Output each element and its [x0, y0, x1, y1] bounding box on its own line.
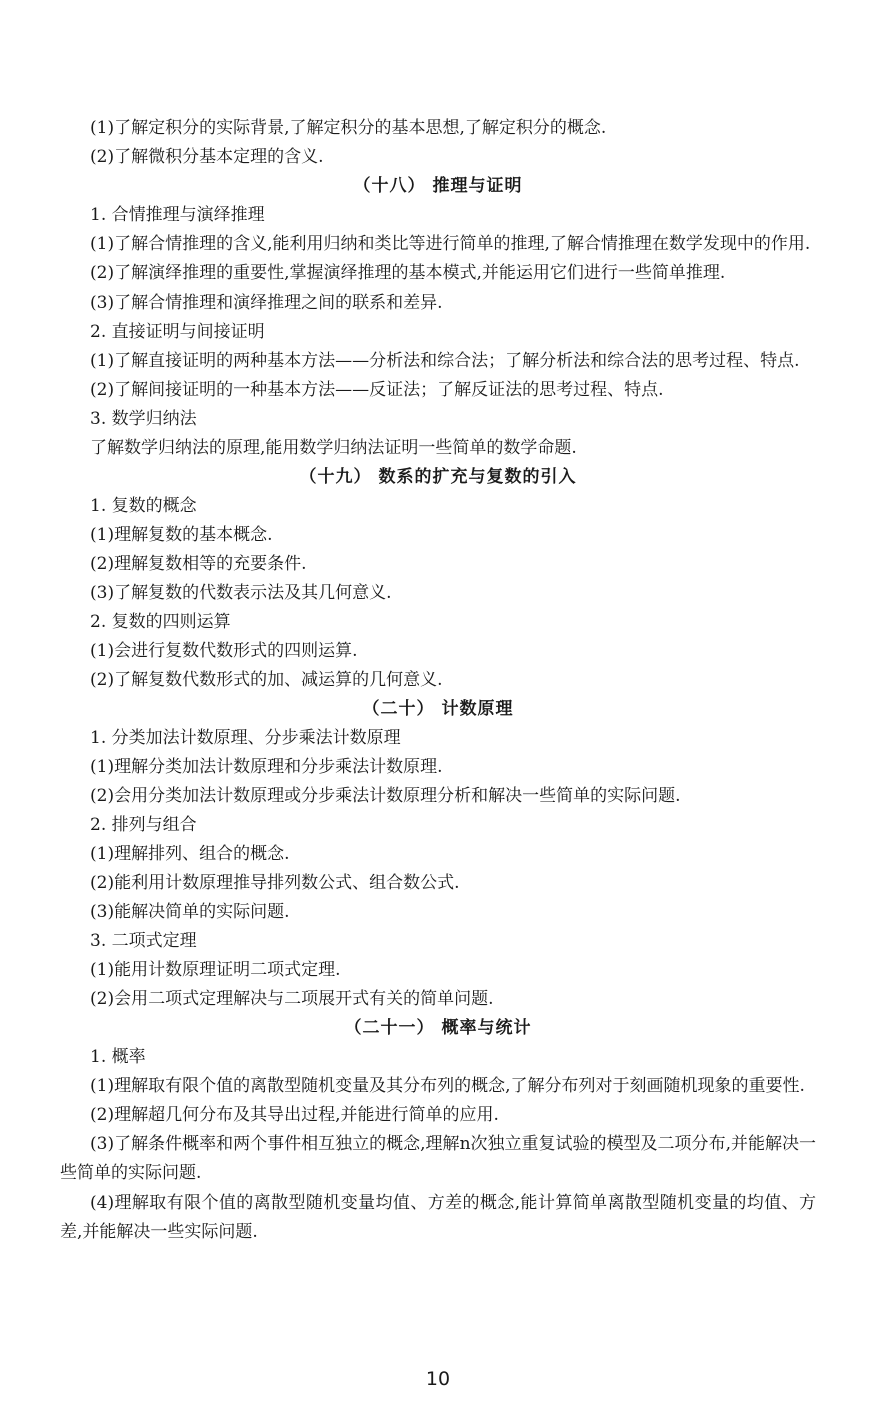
page-number: 10: [425, 1368, 451, 1390]
text-line: 2. 排列与组合: [90, 814, 197, 835]
paragraph: (1)了解直接证明的两种基本方法——分析法和综合法；了解分析法和综合法的思考过程、特点.: [90, 350, 800, 371]
text-line: (1)理解排列、组合的概念.: [90, 843, 290, 864]
text-line: (1)会进行复数代数形式的四则运算.: [90, 640, 358, 661]
text-line: (2)了解微积分基本定理的含义.: [90, 147, 324, 167]
text-line: 1. 复数的概念: [90, 495, 197, 516]
paragraph: (3)了解条件概率和两个事件相互独立的概念,理解n次独立重复试验的模型及二项分布,并能解决一些简单的实际问题.: [60, 1134, 816, 1184]
text-line: 2. 复数的四则运算: [90, 611, 231, 632]
section-heading: （十九） 数系的扩充与复数的引入: [299, 466, 577, 487]
paragraph: (1)了解合情推理的含义,能利用归纳和类比等进行简单的推理,了解合情推理在数学发现中的作用.: [90, 234, 811, 254]
text-line: 3. 二项式定理: [90, 930, 197, 951]
text-line: (2)了解复数代数形式的加、减运算的几何意义.: [90, 669, 443, 690]
text-line: (2)理解超几何分布及其导出过程,并能进行简单的应用.: [90, 1105, 499, 1126]
text-line: (2)会用分类加法计数原理或分步乘法计数原理分析和解决一些简单的实际问题.: [90, 785, 681, 806]
text-line: (1)理解分类加法计数原理和分步乘法计数原理.: [90, 756, 443, 777]
text-line: 2. 直接证明与间接证明: [90, 321, 265, 342]
text-line: (2)能利用计数原理推导排列数公式、组合数公式.: [90, 872, 460, 893]
text-line: (1)理解复数的基本概念.: [90, 524, 273, 545]
text-line: (2)理解复数相等的充要条件.: [90, 553, 307, 574]
paragraph: (2)了解演绎推理的重要性,掌握演绎推理的基本模式,并能运用它们进行一些简单推理.: [90, 263, 726, 284]
paragraph: (1)理解取有限个值的离散型随机变量及其分布列的概念,了解分布列对于刻画随机现象的重要性.: [90, 1075, 805, 1096]
text-line: (1)能用计数原理证明二项式定理.: [90, 959, 341, 980]
text-line: 3. 数学归纳法: [90, 408, 197, 429]
text-line: (2)会用二项式定理解决与二项展开式有关的简单问题.: [90, 988, 494, 1009]
section-heading: （二十一） 概率与统计: [344, 1017, 532, 1038]
text-line: (3)了解复数的代数表示法及其几何意义.: [90, 582, 392, 603]
text-line: 了解数学归纳法的原理,能用数学归纳法证明一些简单的数学命题.: [90, 437, 577, 458]
text-line: 1. 概率: [90, 1046, 146, 1067]
text-line: (3)能解决简单的实际问题.: [90, 901, 290, 922]
text-line: (3)了解合情推理和演绎推理之间的联系和差异.: [90, 292, 443, 313]
text-line: (1)了解定积分的实际背景,了解定积分的基本思想,了解定积分的概念.: [90, 118, 607, 138]
page-content: [60, 114, 816, 1247]
section-heading: （二十） 计数原理: [362, 698, 514, 719]
text-line: (2)了解间接证明的一种基本方法——反证法；了解反证法的思考过程、特点.: [90, 379, 664, 400]
text-line: 1. 分类加法计数原理、分步乘法计数原理: [90, 727, 401, 748]
section-heading: （十八） 推理与证明: [353, 176, 523, 196]
paragraph: (4)理解取有限个值的离散型随机变量均值、方差的概念,能计算简单离散型随机变量的均值、方差,并能解决一些实际问题.: [60, 1192, 816, 1243]
text-line: 1. 合情推理与演绎推理: [90, 205, 265, 225]
